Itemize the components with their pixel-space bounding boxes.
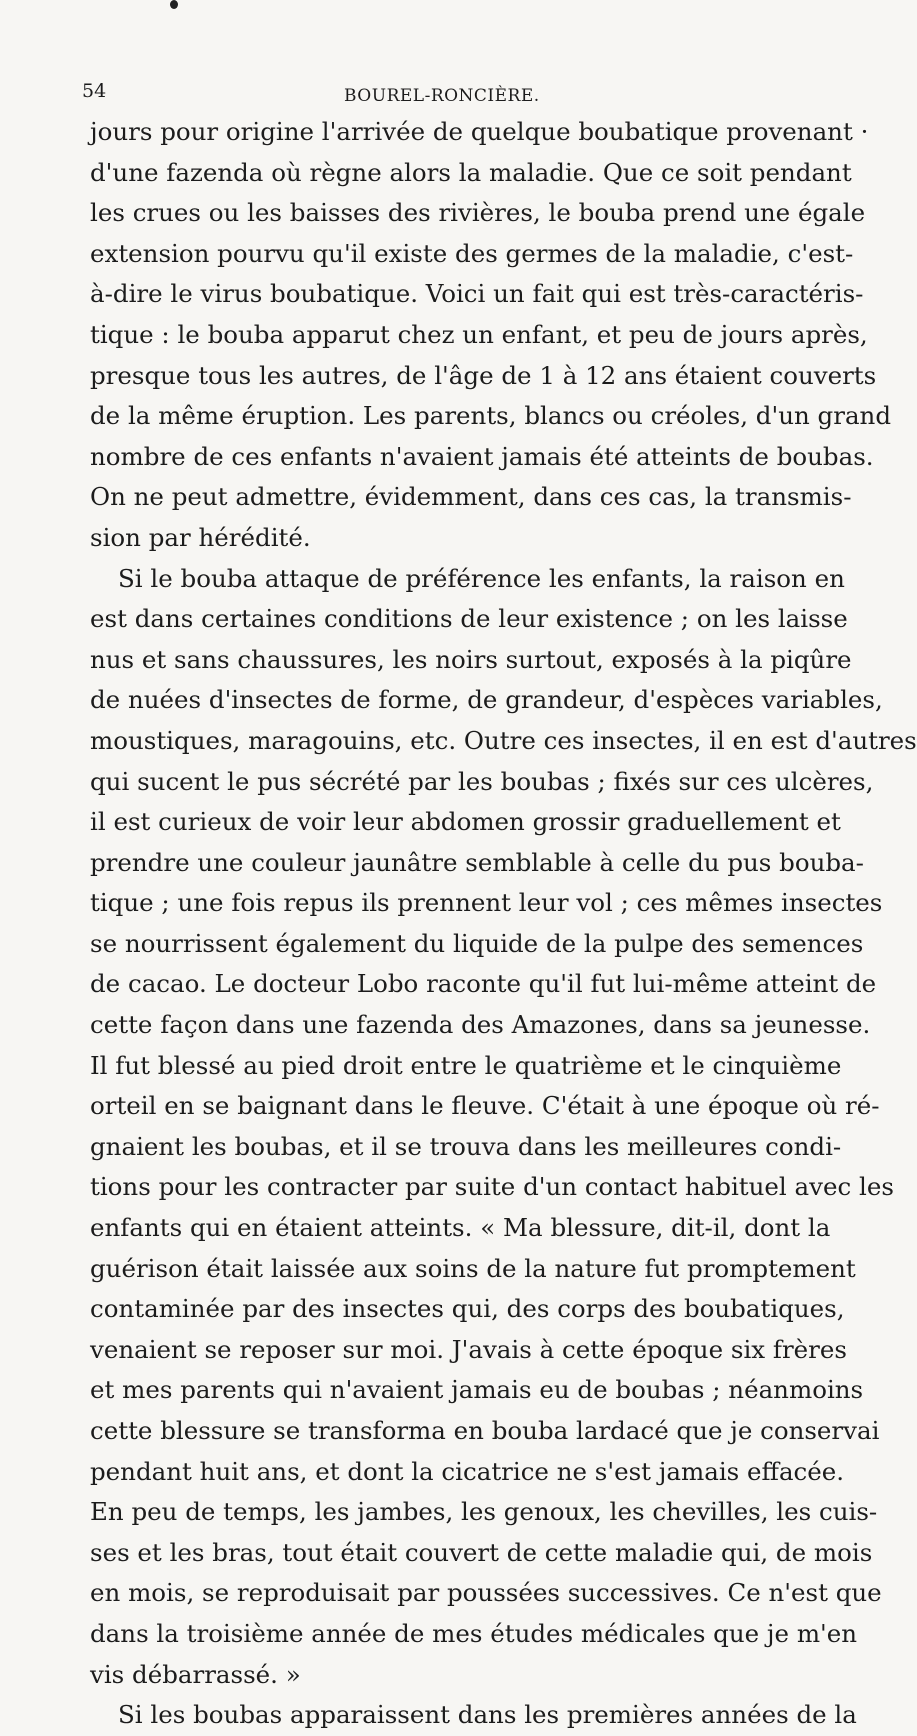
text-line: extension pourvu qu'il existe des germes de la maladie, c'est-	[90, 238, 854, 268]
text-line: nombre de ces enfants n'avaient jamais été atteints de boubas.	[90, 441, 874, 471]
text-line: nus et sans chaussures, les noirs surtout, exposés à la piqûre	[90, 644, 852, 674]
paragraph-start-line: Si les boubas apparaissent dans les premières années de la	[118, 1700, 857, 1730]
text-line: prendre une couleur jaunâtre semblable à celle du pus bouba-	[90, 847, 864, 877]
text-line: enfants qui en étaient atteints. « Ma blessure, dit-il, dont la	[90, 1213, 831, 1243]
text-line: à-dire le virus boubatique. Voici un fait qui est très-caractéris-	[90, 279, 864, 309]
text-line: pendant huit ans, et dont la cicatrice ne s'est jamais effacée.	[90, 1456, 845, 1486]
text-line: ses et les bras, tout était couvert de cette maladie qui, de mois	[90, 1537, 873, 1567]
text-line: cette façon dans une fazenda des Amazones, dans sa jeunesse.	[90, 1010, 871, 1040]
text-line: tique : le bouba apparut chez un enfant, et peu de jours après,	[90, 319, 868, 349]
text-line: jours pour origine l'arrivée de quelque boubatique provenant ·	[90, 117, 869, 146]
text-line: vis débarrassé. »	[90, 1659, 301, 1689]
text-line: d'une fazenda où règne alors la maladie. Que ce soit pendant	[90, 157, 852, 187]
text-line: les crues ou les baisses des rivières, le bouba prend une égale	[90, 198, 866, 228]
text-line: En peu de temps, les jambes, les genoux, les chevilles, les cuis-	[90, 1497, 878, 1527]
text-line: moustiques, maragouins, etc. Outre ces insectes, il en est d'autres	[90, 725, 917, 755]
text-line: dans la troisième année de mes études médicales que je m'en	[90, 1618, 858, 1648]
text-line: Il fut blessé au pied droit entre le quatrième et le cinquième	[90, 1050, 842, 1080]
text-line: presque tous les autres, de l'âge de 1 à 12 ans étaient couverts	[90, 360, 877, 390]
text-line: en mois, se reproduisait par poussées successives. Ce n'est que	[90, 1578, 882, 1608]
text-line: qui sucent le pus sécrété par les boubas ; fixés sur ces ulcères,	[90, 766, 874, 796]
text-line: tique ; une fois repus ils prennent leur vol ; ces mêmes insectes	[90, 888, 883, 918]
body-text	[90, 112, 917, 1736]
paragraph-start-line: Si le bouba attaque de préférence les enfants, la raison en	[118, 563, 845, 593]
page-header	[82, 80, 782, 106]
text-line: et mes parents qui n'avaient jamais eu de boubas ; néanmoins	[90, 1375, 864, 1405]
text-line: venaient se reposer sur moi. J'avais à cette époque six frères	[90, 1334, 847, 1364]
text-line: gnaient les boubas, et il se trouva dans les meilleures condi-	[90, 1131, 842, 1161]
page-number: 54	[82, 80, 107, 102]
text-line: guérison était laissée aux soins de la nature fut promptement	[90, 1253, 856, 1283]
text-line: de la même éruption. Les parents, blancs ou créoles, d'un grand	[90, 401, 892, 431]
text-line: est dans certaines conditions de leur existence ; on les laisse	[90, 604, 848, 634]
text-line: cette blessure se transforma en bouba lardacé que je conservai	[90, 1416, 880, 1445]
text-line: orteil en se baignant dans le fleuve. C'était à une époque où ré-	[90, 1091, 880, 1121]
text-line: se nourrissent également du liquide de la pulpe des semences	[90, 928, 864, 958]
ink-speck	[170, 0, 178, 9]
text-line: de nuées d'insectes de forme, de grandeur, d'espèces variables,	[90, 685, 883, 715]
text-line: contaminée par des insectes qui, des corps des boubatiques,	[90, 1294, 845, 1324]
text-line: tions pour les contracter par suite d'un contact habituel avec les	[90, 1172, 894, 1202]
text-line: sion par hérédité.	[90, 522, 311, 552]
text-line: il est curieux de voir leur abdomen grossir graduellement et	[90, 807, 841, 837]
text-line: On ne peut admettre, évidemment, dans ces cas, la transmis-	[90, 482, 852, 512]
text-line: de cacao. Le docteur Lobo raconte qu'il fut lui-même atteint de	[90, 969, 877, 999]
running-head: BOUREL-RONCIÈRE.	[344, 86, 540, 106]
